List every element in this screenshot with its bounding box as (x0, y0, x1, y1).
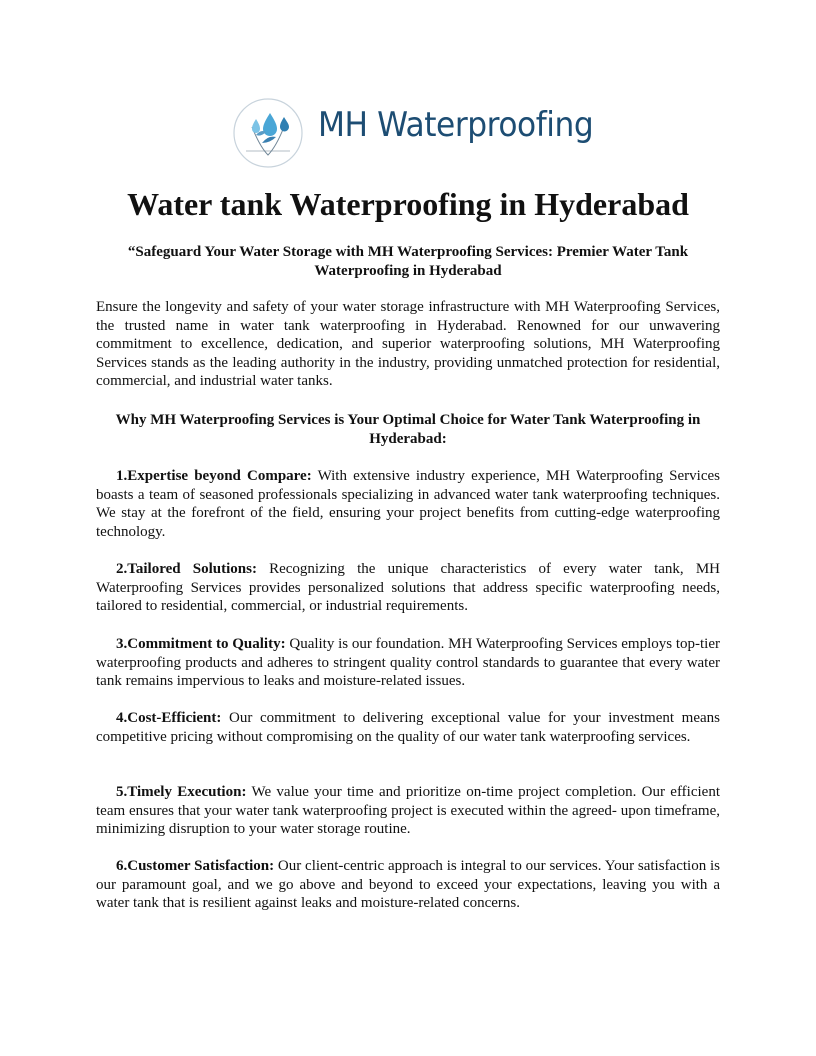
item-label: 2.Tailored Solutions: (116, 561, 257, 577)
item-label: 6.Customer Satisfaction: (116, 858, 275, 874)
brand-name: MH Waterproofing (318, 105, 594, 145)
item-text: With extensive industry experience, MH Waterproofing Services boasts a team of seasoned professionals specializing in advanced water tank waterproofing techniques. We stay at the forefront of the field, ensuring your project benefits from cutting-edge waterproofing technology. (96, 468, 720, 540)
list-item-commitment-to-quality (96, 635, 720, 691)
list-item-cost-efficient (96, 709, 720, 746)
list-item-customer-satisfaction (96, 857, 720, 913)
list-item-expertise (96, 467, 720, 541)
item-text: We value your time and prioritize on-time project completion. Our efficient team ensures that your water tank waterproofing project is executed within the agreed- upon timeframe, minimizing disruption to your water storage routine. (96, 784, 720, 838)
page-title: Water tank Waterproofing in Hyderabad (127, 186, 689, 222)
item-text: Our client-centric approach is integral to our services. Your satisfaction is our paramount goal, and we go above and beyond to exceed your expectations, leaving you with a water tank that is resilient against leaks and moisture-related concerns. (96, 858, 721, 912)
list-item-tailored-solutions (96, 560, 720, 616)
item-label: 4.Cost-Efficient: (116, 710, 222, 726)
subtitle: “Safeguard Your Water Storage with MH Waterproofing Services: Premier Water Tank Waterproofing in Hyderabad (127, 244, 689, 279)
item-label: 3.Commitment to Quality: (116, 636, 286, 652)
why-heading: Why MH Waterproofing Services is Your Optimal Choice for Water Tank Waterproofing in Hyderabad: (115, 412, 701, 447)
item-label: 1.Expertise beyond Compare: (116, 468, 312, 484)
item-label: 5.Timely Execution: (116, 784, 247, 800)
list-item-timely-execution (96, 783, 720, 839)
item-text: Quality is our foundation. MH Waterproofing Services employs top-tier waterproofing products and adheres to stringent quality control standards to guarantee that every water tank remains impervious to leaks and moisture-related issues. (96, 636, 720, 690)
item-text: Our commitment to delivering exceptional value for your investment means competitive pricing without compromising on the quality of our water tank waterproofing services. (96, 710, 720, 745)
intro-paragraph: Ensure the longevity and safety of your water storage infrastructure with MH Waterproofing Services, the trusted name in water tank waterproofing in Hyderabad. Renowned for our unwavering commitment to excellence, dedication, and superior waterproofing solutions, MH Waterproofing Services stands as the leading authority in the industry, providing unmatched protection for residential, commercial, and industrial water tanks. (96, 299, 720, 390)
company-logo (232, 97, 592, 171)
water-drop-logo-icon (232, 97, 304, 169)
item-text: Recognizing the unique characteristics of every water tank, MH Waterproofing Services provides personalized solutions that address specific waterproofing needs, tailored to residential, commercial, or industrial requirements. (96, 561, 720, 615)
